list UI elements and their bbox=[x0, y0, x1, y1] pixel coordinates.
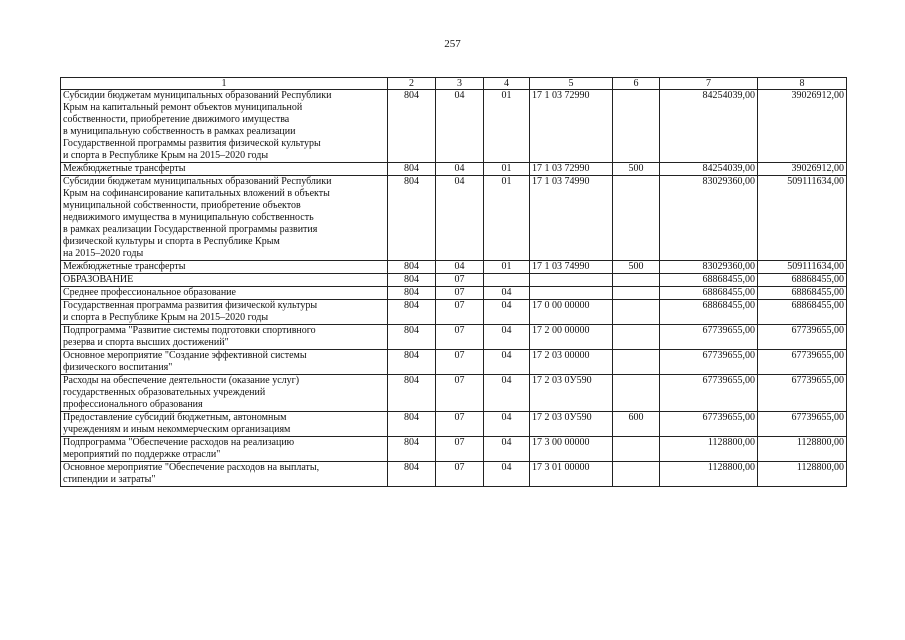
cell-expense-type: 500 bbox=[613, 261, 660, 274]
column-header: 7 bbox=[660, 78, 758, 90]
table-row bbox=[61, 261, 847, 274]
cell-amount-col7: 68868455,00 bbox=[660, 300, 758, 325]
cell-subsection-code: 04 bbox=[484, 375, 530, 412]
row-name-line: ОБРАЗОВАНИЕ bbox=[63, 274, 134, 285]
cell-subsection-code: 01 bbox=[484, 90, 530, 163]
cell-target-article: 17 2 00 00000 bbox=[530, 325, 613, 350]
row-name bbox=[61, 350, 388, 375]
row-name-line: физической культуры и спорта в Республике Крым bbox=[63, 236, 280, 247]
table-row bbox=[61, 90, 847, 163]
cell-ministry-code: 804 bbox=[388, 176, 436, 261]
cell-amount-col7: 1128800,00 bbox=[660, 462, 758, 487]
cell-section-code: 07 bbox=[436, 412, 484, 437]
row-name bbox=[61, 274, 388, 287]
cell-expense-type bbox=[613, 437, 660, 462]
table-row bbox=[61, 176, 847, 261]
row-name-line: Среднее профессиональное образование bbox=[63, 287, 236, 298]
cell-amount-col8: 1128800,00 bbox=[758, 437, 847, 462]
cell-section-code: 07 bbox=[436, 462, 484, 487]
budget-table bbox=[60, 77, 847, 487]
cell-subsection-code: 01 bbox=[484, 176, 530, 261]
row-name bbox=[61, 300, 388, 325]
table-row bbox=[61, 300, 847, 325]
row-name-line: на 2015–2020 годы bbox=[63, 248, 144, 259]
cell-section-code: 04 bbox=[436, 261, 484, 274]
cell-ministry-code: 804 bbox=[388, 274, 436, 287]
cell-expense-type bbox=[613, 176, 660, 261]
row-name-line: Государственной программы развития физической культуры bbox=[63, 138, 321, 149]
cell-target-article: 17 2 03 00000 bbox=[530, 350, 613, 375]
cell-subsection-code: 04 bbox=[484, 300, 530, 325]
cell-target-article: 17 0 00 00000 bbox=[530, 300, 613, 325]
cell-section-code: 07 bbox=[436, 287, 484, 300]
cell-amount-col8: 39026912,00 bbox=[758, 90, 847, 163]
cell-expense-type bbox=[613, 90, 660, 163]
cell-target-article: 17 3 01 00000 bbox=[530, 462, 613, 487]
table-row bbox=[61, 462, 847, 487]
cell-section-code: 04 bbox=[436, 90, 484, 163]
cell-amount-col8: 39026912,00 bbox=[758, 163, 847, 176]
table-row bbox=[61, 375, 847, 412]
row-name-line: Государственная программа развития физической культуры bbox=[63, 300, 318, 311]
cell-target-article: 17 1 03 74990 bbox=[530, 261, 613, 274]
column-header: 6 bbox=[613, 78, 660, 90]
row-name bbox=[61, 437, 388, 462]
cell-subsection-code bbox=[484, 274, 530, 287]
cell-amount-col8: 67739655,00 bbox=[758, 412, 847, 437]
cell-amount-col8: 67739655,00 bbox=[758, 350, 847, 375]
row-name-line: и спорта в Республике Крым на 2015–2020 годы bbox=[63, 312, 269, 323]
column-header: 1 bbox=[61, 78, 388, 90]
row-name-line: в рамках реализации Государственной программы развития bbox=[63, 224, 318, 235]
row-name bbox=[61, 325, 388, 350]
table-row bbox=[61, 163, 847, 176]
row-name-line: профессионального образования bbox=[63, 399, 203, 410]
cell-ministry-code: 804 bbox=[388, 261, 436, 274]
cell-subsection-code: 01 bbox=[484, 261, 530, 274]
cell-expense-type: 500 bbox=[613, 163, 660, 176]
cell-amount-col8: 509111634,00 bbox=[758, 176, 847, 261]
cell-section-code: 07 bbox=[436, 274, 484, 287]
table-row bbox=[61, 325, 847, 350]
cell-section-code: 07 bbox=[436, 300, 484, 325]
row-name-line: Основное мероприятие "Создание эффективной системы bbox=[63, 350, 307, 361]
cell-amount-col7: 1128800,00 bbox=[660, 437, 758, 462]
cell-amount-col8: 1128800,00 bbox=[758, 462, 847, 487]
row-name bbox=[61, 462, 388, 487]
row-name bbox=[61, 163, 388, 176]
row-name-line: Подпрограмма "Развитие системы подготовки спортивного bbox=[63, 325, 316, 336]
cell-section-code: 07 bbox=[436, 437, 484, 462]
row-name-line: в муниципальную собственность в рамках реализации bbox=[63, 126, 296, 137]
cell-expense-type bbox=[613, 462, 660, 487]
cell-expense-type: 600 bbox=[613, 412, 660, 437]
cell-amount-col7: 67739655,00 bbox=[660, 325, 758, 350]
row-name-line: Субсидии бюджетам муниципальных образований Республики bbox=[63, 90, 332, 101]
cell-target-article: 17 2 03 0У590 bbox=[530, 412, 613, 437]
cell-target-article: 17 3 00 00000 bbox=[530, 437, 613, 462]
row-name-line: Подпрограмма "Обеспечение расходов на реализацию bbox=[63, 437, 295, 448]
cell-amount-col7: 67739655,00 bbox=[660, 412, 758, 437]
cell-subsection-code: 04 bbox=[484, 412, 530, 437]
row-name-line: учреждениям и иным некоммерческим организациям bbox=[63, 424, 291, 435]
cell-subsection-code: 01 bbox=[484, 163, 530, 176]
cell-ministry-code: 804 bbox=[388, 300, 436, 325]
cell-amount-col8: 68868455,00 bbox=[758, 274, 847, 287]
cell-amount-col8: 67739655,00 bbox=[758, 375, 847, 412]
cell-expense-type bbox=[613, 375, 660, 412]
cell-ministry-code: 804 bbox=[388, 375, 436, 412]
cell-amount-col7: 67739655,00 bbox=[660, 350, 758, 375]
row-name bbox=[61, 375, 388, 412]
table-row bbox=[61, 412, 847, 437]
cell-expense-type bbox=[613, 287, 660, 300]
row-name-line: собственности, приобретение движимого имущества bbox=[63, 114, 290, 125]
page-number: 257 bbox=[444, 38, 461, 50]
cell-subsection-code: 04 bbox=[484, 325, 530, 350]
row-name-line: и спорта в Республике Крым на 2015–2020 годы bbox=[63, 150, 269, 161]
row-name-line: физического воспитания" bbox=[63, 362, 173, 373]
cell-target-article: 17 2 03 0У590 bbox=[530, 375, 613, 412]
cell-target-article bbox=[530, 287, 613, 300]
cell-ministry-code: 804 bbox=[388, 90, 436, 163]
row-name-line: Расходы на обеспечение деятельности (оказание услуг) bbox=[63, 375, 300, 386]
cell-section-code: 04 bbox=[436, 163, 484, 176]
cell-ministry-code: 804 bbox=[388, 412, 436, 437]
cell-section-code: 04 bbox=[436, 176, 484, 261]
cell-amount-col8: 67739655,00 bbox=[758, 325, 847, 350]
cell-expense-type bbox=[613, 350, 660, 375]
cell-amount-col8: 509111634,00 bbox=[758, 261, 847, 274]
cell-target-article: 17 1 03 74990 bbox=[530, 176, 613, 261]
cell-amount-col7: 68868455,00 bbox=[660, 287, 758, 300]
cell-subsection-code: 04 bbox=[484, 462, 530, 487]
table-row bbox=[61, 437, 847, 462]
cell-expense-type bbox=[613, 274, 660, 287]
cell-ministry-code: 804 bbox=[388, 437, 436, 462]
cell-amount-col8: 68868455,00 bbox=[758, 300, 847, 325]
table-row bbox=[61, 350, 847, 375]
row-name bbox=[61, 412, 388, 437]
cell-amount-col7: 84254039,00 bbox=[660, 163, 758, 176]
row-name-line: недвижимого имущества в муниципальную собственность bbox=[63, 212, 314, 223]
cell-subsection-code: 04 bbox=[484, 437, 530, 462]
cell-ministry-code: 804 bbox=[388, 287, 436, 300]
cell-ministry-code: 804 bbox=[388, 325, 436, 350]
row-name-line: мероприятий по поддержке отрасли" bbox=[63, 449, 221, 460]
cell-subsection-code: 04 bbox=[484, 287, 530, 300]
cell-target-article bbox=[530, 274, 613, 287]
cell-section-code: 07 bbox=[436, 375, 484, 412]
column-header: 4 bbox=[484, 78, 530, 90]
column-header: 8 bbox=[758, 78, 847, 90]
column-header: 3 bbox=[436, 78, 484, 90]
row-name-line: резерва и спорта высших достижений" bbox=[63, 337, 229, 348]
row-name-line: Основное мероприятие "Обеспечение расходов на выплаты, bbox=[63, 462, 320, 473]
cell-target-article: 17 1 03 72990 bbox=[530, 163, 613, 176]
row-name-line: Крым на софинансирование капитальных вложений в объекты bbox=[63, 188, 330, 199]
cell-ministry-code: 804 bbox=[388, 462, 436, 487]
table-row bbox=[61, 274, 847, 287]
cell-section-code: 07 bbox=[436, 325, 484, 350]
cell-amount-col7: 84254039,00 bbox=[660, 90, 758, 163]
cell-subsection-code: 04 bbox=[484, 350, 530, 375]
row-name-line: Субсидии бюджетам муниципальных образований Республики bbox=[63, 176, 332, 187]
cell-amount-col8: 68868455,00 bbox=[758, 287, 847, 300]
cell-expense-type bbox=[613, 325, 660, 350]
table-row bbox=[61, 287, 847, 300]
row-name-line: муниципальной собственности, приобретение объектов bbox=[63, 200, 301, 211]
cell-amount-col7: 67739655,00 bbox=[660, 375, 758, 412]
row-name-line: Предоставление субсидий бюджетным, автономным bbox=[63, 412, 287, 423]
cell-amount-col7: 68868455,00 bbox=[660, 274, 758, 287]
row-name bbox=[61, 90, 388, 163]
row-name-line: Крым на капитальный ремонт объектов муниципальной bbox=[63, 102, 303, 113]
row-name bbox=[61, 261, 388, 274]
row-name-line: стипендии и затраты" bbox=[63, 474, 156, 485]
cell-amount-col7: 83029360,00 bbox=[660, 176, 758, 261]
row-name-line: Межбюджетные трансферты bbox=[63, 163, 186, 174]
row-name bbox=[61, 287, 388, 300]
row-name-line: Межбюджетные трансферты bbox=[63, 261, 186, 272]
row-name bbox=[61, 176, 388, 261]
cell-ministry-code: 804 bbox=[388, 350, 436, 375]
cell-ministry-code: 804 bbox=[388, 163, 436, 176]
cell-expense-type bbox=[613, 300, 660, 325]
cell-amount-col7: 83029360,00 bbox=[660, 261, 758, 274]
header-row bbox=[61, 78, 847, 90]
cell-target-article: 17 1 03 72990 bbox=[530, 90, 613, 163]
column-header: 5 bbox=[530, 78, 613, 90]
cell-section-code: 07 bbox=[436, 350, 484, 375]
column-header: 2 bbox=[388, 78, 436, 90]
row-name-line: государственных образовательных учреждений bbox=[63, 387, 266, 398]
